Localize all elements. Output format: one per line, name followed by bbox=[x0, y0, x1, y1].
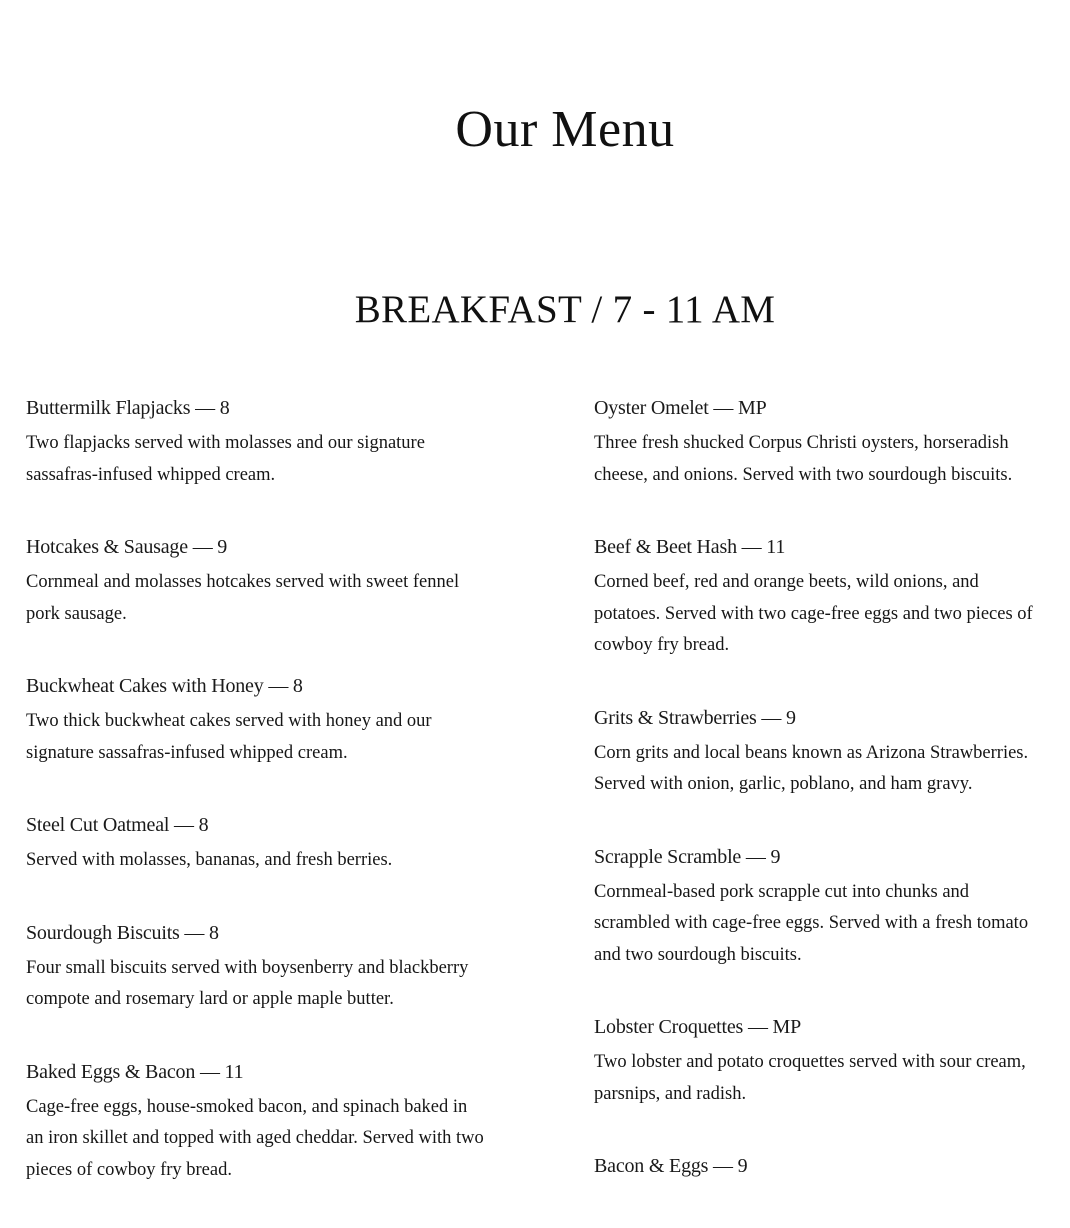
menu-item bbox=[594, 1152, 1044, 1180]
menu-item-name: Buckwheat Cakes with Honey — 8 bbox=[26, 675, 303, 697]
menu-item bbox=[594, 1013, 1044, 1110]
menu-item bbox=[26, 811, 486, 877]
menu-item-description: Corn grits and local beans known as Arizona Strawberries. Served with onion, garlic, poblano, and ham gravy. bbox=[594, 742, 1029, 794]
menu-item bbox=[26, 394, 486, 491]
menu-item-name: Sourdough Biscuits — 8 bbox=[26, 921, 219, 944]
menu-item-name: Beef & Beet Hash — 11 bbox=[594, 536, 786, 558]
menu-item bbox=[594, 394, 1044, 491]
menu-item-description: Cornmeal and molasses hotcakes served with sweet fennel pork sausage. bbox=[26, 572, 460, 624]
menu-item bbox=[594, 843, 1044, 972]
menu-item-description: Cage-free eggs, house-smoked bacon, and spinach baked in an iron skillet and topped with aged cheddar. Served with two pieces of cowboy fry bread. bbox=[26, 1096, 484, 1180]
menu-column-right bbox=[594, 394, 1044, 1222]
menu-item bbox=[26, 672, 486, 769]
menu-item-description: Cornmeal-based pork scrapple cut into chunks and scrambled with cage-free eggs. Served with a fresh tomato and two sourdough biscuits. bbox=[594, 881, 1029, 965]
menu-item bbox=[594, 704, 1044, 801]
menu-item bbox=[594, 533, 1044, 662]
menu-item-description: Two thick buckwheat cakes served with honey and our signature sassafras-infused whipped cream. bbox=[26, 711, 432, 763]
menu-column-left bbox=[26, 394, 486, 1228]
page-title: Our Menu bbox=[455, 101, 675, 158]
menu-item bbox=[26, 1058, 486, 1187]
menu-item-description: Four small biscuits served with boysenberry and blackberry compote and rosemary lard or apple maple butter. bbox=[26, 957, 469, 1009]
menu-item bbox=[26, 533, 486, 630]
menu-item-name: Scrapple Scramble — 9 bbox=[594, 845, 781, 868]
menu-item-name: Grits & Strawberries — 9 bbox=[594, 706, 796, 729]
menu-item-name: Bacon & Eggs — 9 bbox=[594, 1155, 748, 1177]
menu-item-description: Corned beef, red and orange beets, wild onions, and potatoes. Served with two cage-free eggs and two pieces of cowboy fry bread. bbox=[594, 572, 1033, 655]
menu-item bbox=[26, 919, 486, 1016]
menu-item-name: Lobster Croquettes — MP bbox=[594, 1016, 802, 1038]
menu-item-description: Two flapjacks served with molasses and our signature sassafras-infused whipped cream. bbox=[26, 433, 425, 485]
menu-item-name: Baked Eggs & Bacon — 11 bbox=[26, 1060, 244, 1083]
menu-item-name: Oyster Omelet — MP bbox=[594, 397, 767, 419]
breakfast-heading: BREAKFAST / 7 - 11 AM bbox=[354, 288, 776, 331]
menu-item-description: Two lobster and potato croquettes served with sour cream, parsnips, and radish. bbox=[594, 1052, 1026, 1104]
menu-item-name: Hotcakes & Sausage — 9 bbox=[26, 536, 228, 558]
menu-item-name: Buttermilk Flapjacks — 8 bbox=[26, 397, 230, 419]
menu-item-description: Served with molasses, bananas, and fresh berries. bbox=[26, 850, 393, 870]
menu-item-description: Three fresh shucked Corpus Christi oysters, horseradish cheese, and onions. Served with two sourdough biscuits. bbox=[594, 433, 1013, 485]
menu-item-name: Steel Cut Oatmeal — 8 bbox=[26, 814, 209, 836]
